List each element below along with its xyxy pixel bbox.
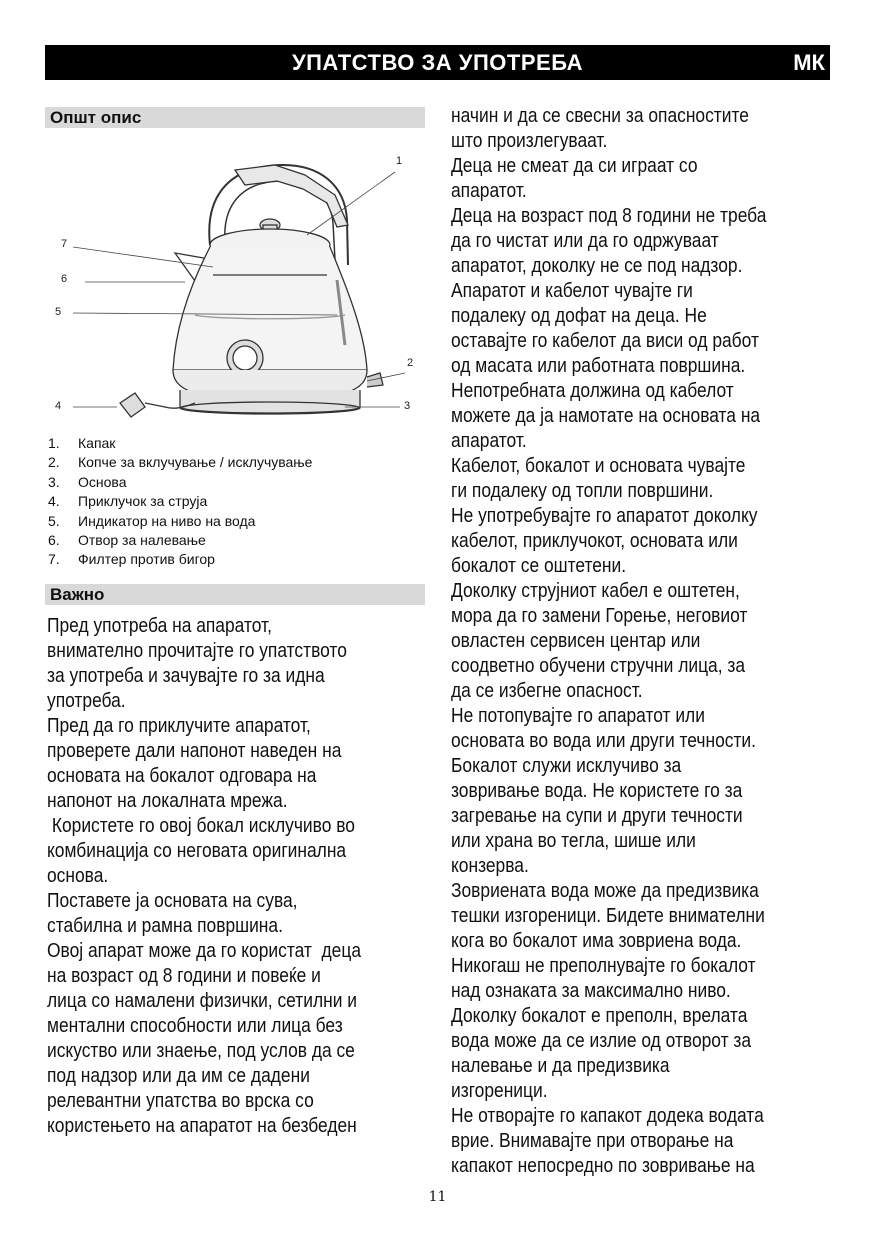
parts-list-item bbox=[45, 512, 425, 531]
text-line: начин и да се свесни за опасностите bbox=[451, 105, 749, 127]
callout-2: 2 bbox=[407, 357, 414, 369]
text-line: врие. Внимавајте при отворање на bbox=[451, 1130, 734, 1152]
item-number: 2. bbox=[48, 454, 60, 471]
text-line: Не отворајте го капакот додека водата bbox=[451, 1105, 764, 1127]
text-line: Бокалот служи исклучиво за bbox=[451, 755, 682, 777]
section-important bbox=[45, 584, 425, 605]
parts-list-item bbox=[45, 550, 425, 569]
text-line: користењето на апаратот на безбеден bbox=[47, 1115, 357, 1137]
text-line: искуство или знаење, под услов да се bbox=[47, 1040, 355, 1062]
text-line: апаратот. bbox=[451, 430, 527, 452]
text-line: Пред да го приклучите апаратот, bbox=[47, 715, 311, 737]
text-line: загревање на супи и други течности bbox=[451, 805, 743, 827]
page-number: 11 bbox=[428, 1189, 447, 1205]
text-line: употреба. bbox=[47, 690, 126, 712]
text-line: мора да го замени Горење, неговиот bbox=[451, 605, 748, 627]
text-line: апаратот, доколку не се под надзор. bbox=[451, 255, 743, 277]
parts-list-item bbox=[45, 473, 425, 492]
text-line: Апаратот и кабелот чувајте ги bbox=[451, 280, 693, 302]
text-line: налевање и да предизвика bbox=[451, 1055, 670, 1077]
text-line: кога во бокалот има зовриена вода. bbox=[451, 930, 742, 952]
text-line: вода може да се излие од отворот за bbox=[451, 1030, 752, 1052]
text-line: Не потопувајте го апаратот или bbox=[451, 705, 705, 727]
text-line: што произлегуваат. bbox=[451, 130, 608, 152]
item-number: 1. bbox=[48, 435, 60, 451]
text-line: комбинација со неговата оригинална bbox=[47, 840, 347, 862]
text-line: Деца на возраст под 8 години не треба bbox=[451, 205, 767, 227]
text-line: Овој апарат може да го користат деца bbox=[47, 940, 362, 962]
kettle-illustration bbox=[45, 145, 425, 430]
item-number: 4. bbox=[48, 493, 60, 510]
text-line: Поставете ја основата на сува, bbox=[47, 890, 298, 912]
callout-7: 7 bbox=[61, 238, 68, 250]
text-line: Не употребувајте го апаратот доколку bbox=[451, 505, 758, 527]
text-line: на возраст од 8 години и повеќе и bbox=[47, 965, 321, 987]
text-line: напонот на локалната мрежа. bbox=[47, 790, 288, 812]
item-label: Основа bbox=[78, 473, 127, 490]
item-label: Отвор за налевање bbox=[78, 532, 206, 549]
text-line: проверете дали напонот наведен на bbox=[47, 740, 342, 762]
text-line: овластен сервисен центар или bbox=[451, 630, 701, 652]
text-line: лица со намалени физички, сетилни и bbox=[47, 990, 358, 1012]
item-label: Индикатор на ниво на вода bbox=[78, 512, 256, 529]
important-text-right-column bbox=[451, 104, 829, 1179]
parts-list bbox=[45, 434, 425, 570]
item-number: 5. bbox=[48, 512, 60, 529]
section-title-important: Важно bbox=[50, 585, 105, 604]
text-line: Непотребната должина од кабелот bbox=[451, 380, 734, 402]
text-line: стабилна и рамна површина. bbox=[47, 915, 283, 937]
item-number: 3. bbox=[48, 473, 60, 490]
text-line: бокалот се оштетени. bbox=[451, 555, 627, 577]
parts-list-item bbox=[45, 531, 425, 550]
text-line: ги подалеку од топли површини. bbox=[451, 480, 714, 502]
parts-list-item bbox=[45, 434, 425, 453]
page-header bbox=[45, 45, 830, 80]
text-line: Пред употреба на апаратот, bbox=[47, 615, 272, 637]
text-line: апаратот. bbox=[451, 180, 527, 202]
section-title-general-description: Општ опис bbox=[50, 108, 142, 127]
text-line: можете да ја намотате на основата на bbox=[451, 405, 761, 427]
parts-list-item bbox=[45, 453, 425, 472]
item-label: Капак bbox=[78, 435, 116, 451]
parts-list-item bbox=[45, 492, 425, 511]
kettle-diagram bbox=[45, 145, 425, 430]
text-line: над ознаката за максимално ниво. bbox=[451, 980, 731, 1002]
text-line: да се избегне опасност. bbox=[451, 680, 643, 702]
text-line: основата во вода или други течности. bbox=[451, 730, 756, 752]
section-general-description bbox=[45, 107, 425, 128]
text-line: Деца не смеат да си играат со bbox=[451, 155, 698, 177]
text-line: за употреба и зачувајте го за идна bbox=[47, 665, 325, 687]
text-line: од масата или работната површина. bbox=[451, 355, 746, 377]
text-line: Доколку струјниот кабел е оштетен, bbox=[451, 580, 740, 602]
callout-6: 6 bbox=[61, 273, 68, 285]
text-line: Доколку бокалот е преполн, врелата bbox=[451, 1005, 748, 1027]
text-line: оставајте го кабелот да виси од работ bbox=[451, 330, 759, 352]
callout-1: 1 bbox=[396, 155, 403, 167]
item-number: 7. bbox=[48, 551, 60, 568]
text-line: кабелот, приклучокот, основата или bbox=[451, 530, 738, 552]
text-line: под надзор или да им се дадени bbox=[47, 1065, 310, 1087]
text-line: капакот непосредно по зовривање на bbox=[451, 1155, 755, 1177]
text-line: да го чистат или да го одржуваат bbox=[451, 230, 719, 252]
callout-3: 3 bbox=[404, 400, 411, 412]
text-line: релевантни упатства во врска со bbox=[47, 1090, 314, 1112]
text-line: основата на бокалот одговара на bbox=[47, 765, 317, 787]
item-number: 6. bbox=[48, 532, 60, 549]
text-line: ментални способности или лица без bbox=[47, 1015, 343, 1037]
text-line: Користете го овој бокал исклучиво во bbox=[47, 815, 355, 837]
text-line: внимателно прочитајте го упатството bbox=[47, 640, 347, 662]
text-line: подалеку од дофат на деца. Не bbox=[451, 305, 707, 327]
text-line: или храна во тегла, шише или bbox=[451, 830, 696, 852]
important-text-left-column bbox=[47, 614, 423, 1139]
item-label: Копче за вклучување / исклучување bbox=[78, 454, 313, 471]
text-line: конзерва. bbox=[451, 855, 529, 877]
item-label: Приклучок за струја bbox=[78, 493, 208, 510]
text-line: изгореници. bbox=[451, 1080, 548, 1102]
text-line: Никогаш не преполнувајте го бокалот bbox=[451, 955, 756, 977]
text-line: Зовриената вода може да предизвика bbox=[451, 880, 759, 902]
manual-title: УПАТСТВО ЗА УПОТРЕБА bbox=[291, 50, 584, 75]
text-line: Кабелот, бокалот и основата чувајте bbox=[451, 455, 746, 477]
text-line: зовривање вода. Не користете го за bbox=[451, 780, 743, 802]
text-line: основа. bbox=[47, 865, 109, 887]
language-code: МК bbox=[793, 50, 825, 75]
text-line: соодветно обучени стручни лица, за bbox=[451, 655, 746, 677]
item-label: Филтер против бигор bbox=[78, 551, 215, 568]
callout-4: 4 bbox=[55, 400, 62, 412]
callout-5: 5 bbox=[55, 306, 62, 318]
text-line: тешки изгореници. Бидете внимателни bbox=[451, 905, 765, 927]
